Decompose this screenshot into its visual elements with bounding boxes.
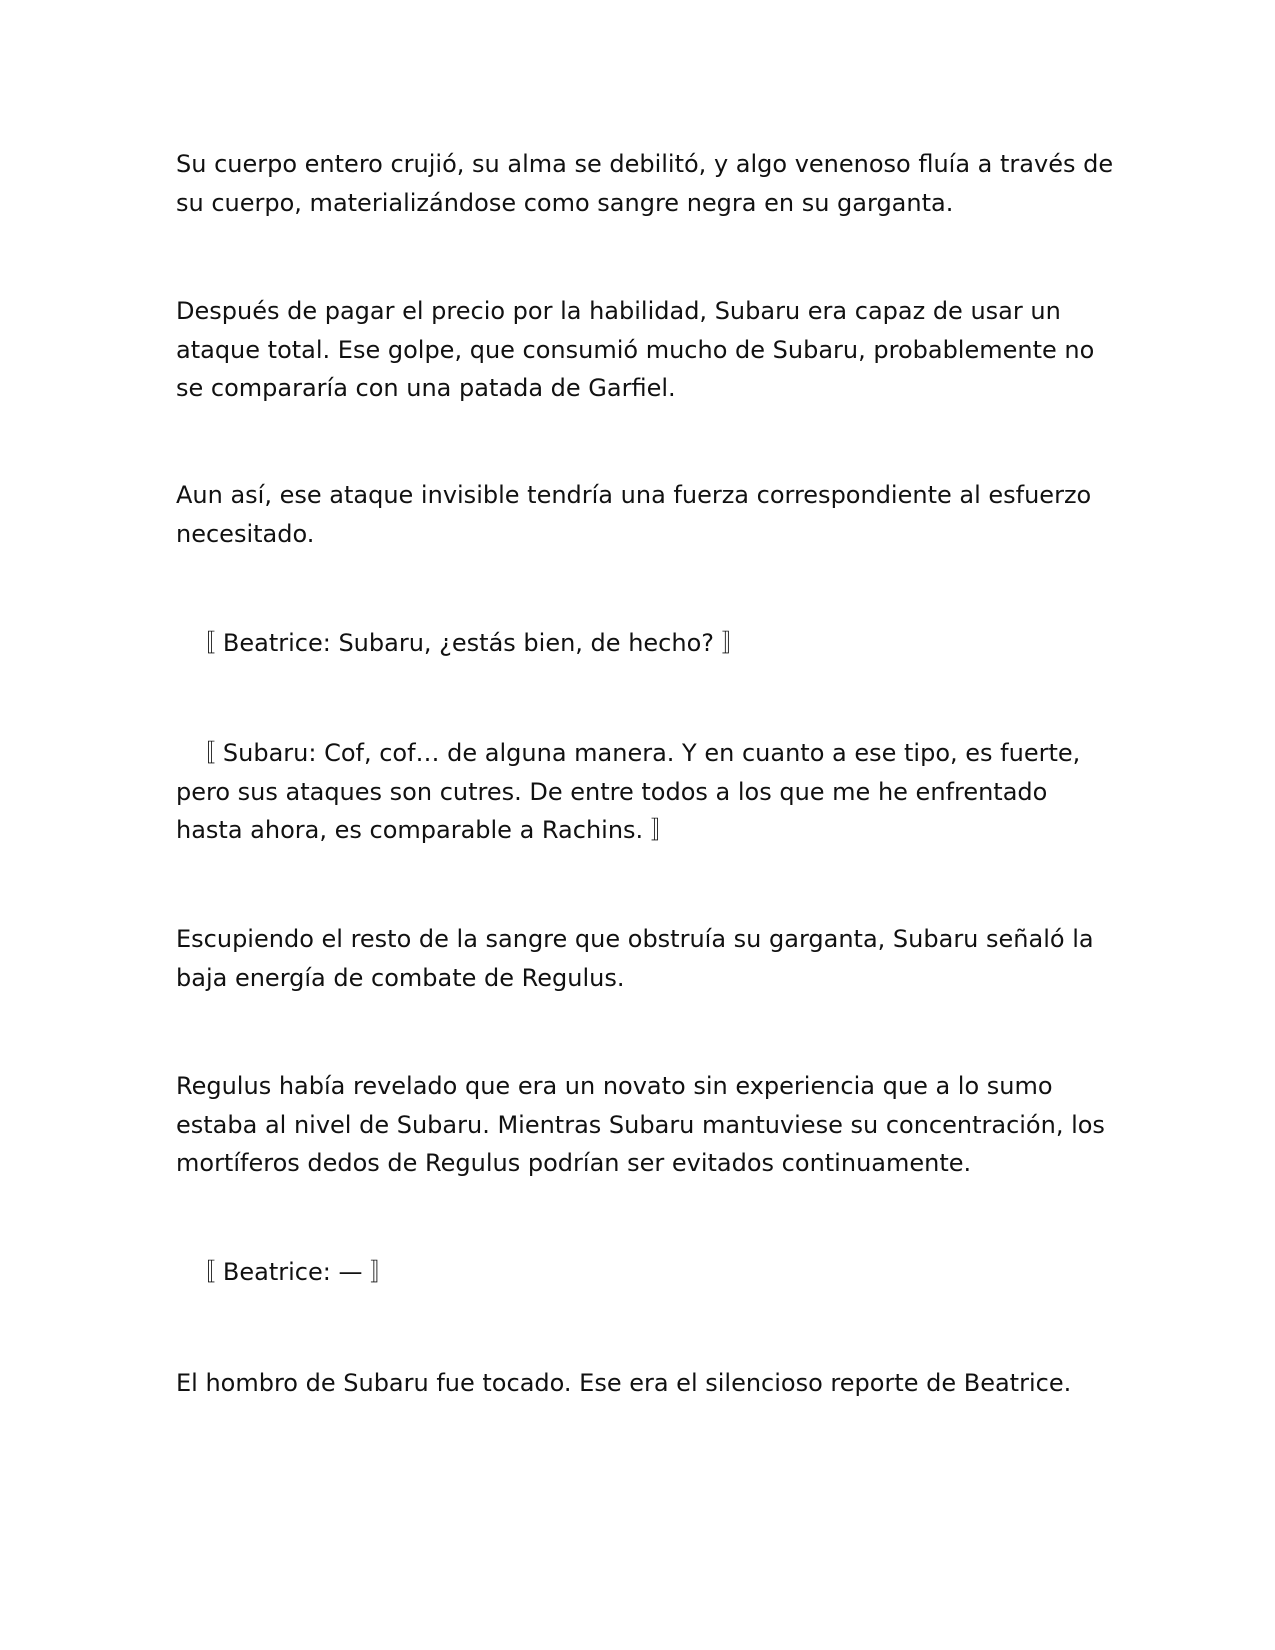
dialogue-beatrice-2 bbox=[176, 1253, 1116, 1292]
text-line: 〚 Beatrice: — 〛 bbox=[176, 1258, 395, 1286]
paragraph-4 bbox=[176, 920, 1116, 997]
text-line: Su cuerpo entero crujió, su alma se debilitó, y algo venenoso fluía a través de bbox=[176, 150, 1114, 178]
text-line: hasta ahora, es comparable a Rachins. 〛 bbox=[176, 816, 675, 844]
dialogue-subaru bbox=[176, 734, 1116, 850]
paragraph-1 bbox=[176, 145, 1116, 222]
text-line: Regulus había revelado que era un novato sin experiencia que a lo sumo bbox=[176, 1072, 1053, 1100]
text-line: Después de pagar el precio por la habilidad, Subaru era capaz de usar un bbox=[176, 297, 1061, 325]
text-line: El hombro de Subaru fue tocado. Ese era el silencioso reporte de Beatrice. bbox=[176, 1369, 1072, 1397]
text-line: Aun así, ese ataque invisible tendría una fuerza correspondiente al esfuerzo bbox=[176, 481, 1092, 509]
text-line: Escupiendo el resto de la sangre que obstruía su garganta, Subaru señaló la bbox=[176, 925, 1094, 953]
text-line: baja energía de combate de Regulus. bbox=[176, 963, 625, 992]
text-line: ataque total. Ese golpe, que consumió mucho de Subaru, probablemente no bbox=[176, 335, 1095, 364]
text-line: se compararía con una patada de Garfiel. bbox=[176, 374, 676, 402]
paragraph-2 bbox=[176, 292, 1116, 408]
text-line: necesitado. bbox=[176, 519, 315, 548]
text-line: mortíferos dedos de Regulus podrían ser evitados continuamente. bbox=[176, 1149, 972, 1177]
dialogue-beatrice-1 bbox=[176, 624, 1116, 663]
paragraph-3 bbox=[176, 476, 1116, 553]
text-line: 〚 Subaru: Cof, cof… de alguna manera. Y en cuanto a ese tipo, es fuerte, bbox=[176, 739, 1081, 767]
text-line: su cuerpo, materializándose como sangre negra en su garganta. bbox=[176, 188, 954, 217]
text-line: estaba al nivel de Subaru. Mientras Subaru mantuviese su concentración, los bbox=[176, 1110, 1105, 1139]
paragraph-6 bbox=[176, 1364, 1116, 1403]
text-line: pero sus ataques son cutres. De entre todos a los que me he enfrentado bbox=[176, 777, 1048, 806]
paragraph-5 bbox=[176, 1067, 1116, 1183]
text-line: 〚 Beatrice: Subaru, ¿estás bien, de hecho? 〛 bbox=[176, 629, 746, 657]
